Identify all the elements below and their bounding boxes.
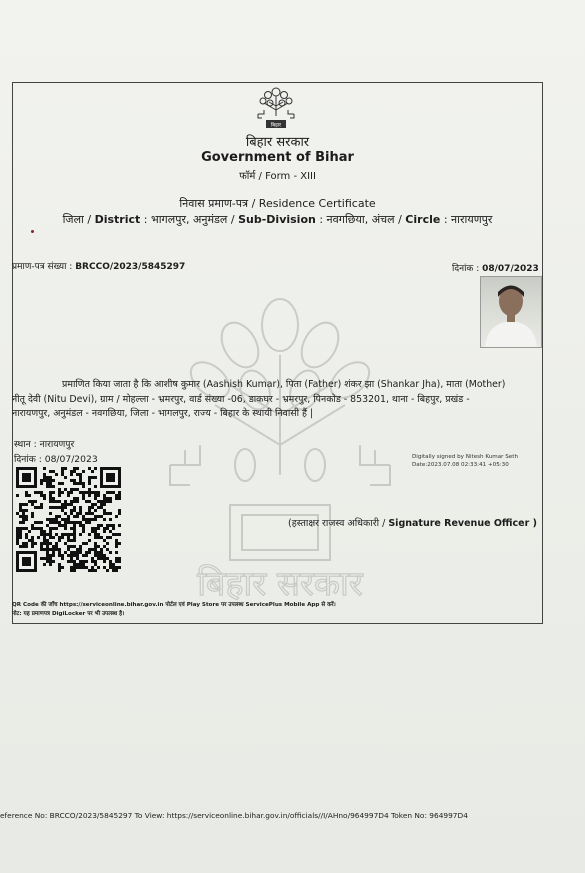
district-value: : भागलपुर, अनुमंडल / bbox=[140, 213, 239, 226]
issue-date bbox=[452, 261, 539, 274]
issue-date-label: दिनांक : bbox=[452, 264, 483, 274]
district-label: District bbox=[94, 213, 141, 226]
applicant-photo bbox=[480, 276, 542, 348]
place-date: दिनांक : 08/07/2023 bbox=[14, 454, 98, 465]
circle-value: : नारायणपुर bbox=[440, 213, 493, 226]
district-line bbox=[12, 212, 543, 227]
digilocker-note: नोट: यह प्रमाणपत्र DigiLocker पर भी उपलब्ध है। bbox=[12, 611, 125, 617]
certificate-number-label: प्रमाण-पत्र संख्या : bbox=[12, 262, 76, 272]
body-line-1: प्रमाणित किया जाता है कि आशीष कुमार (Aashish Kumar), पिता (Father) शंकर झा (Shankar Jha), माता (Mother) bbox=[62, 379, 506, 390]
svg-text:बिहार सरकार: बिहार सरकार bbox=[197, 564, 363, 604]
certificate-number bbox=[12, 259, 185, 272]
reference-footer: eference No: BRCCO/2023/5845297 To View: https://serviceonline.bihar.gov.in/officials//I/AHno/964997D4 Token No: 964997D4 bbox=[0, 811, 468, 820]
form-number: फॉर्म / Form - XIII bbox=[239, 171, 316, 182]
digital-signature-name: Digitally signed by Nitesh Kumar Seth bbox=[412, 454, 518, 460]
subdivision-value: : नवगछिया, अंचल / bbox=[315, 213, 406, 226]
district-prefix: जिला / bbox=[62, 213, 95, 226]
digital-signature-date: Date:2023.07.08 02:33:41 +05:30 bbox=[412, 462, 509, 468]
govt-title-english: Government of Bihar bbox=[201, 150, 354, 165]
place: स्थान : नारायणपुर bbox=[14, 439, 75, 450]
ink-mark bbox=[31, 230, 34, 233]
signature-hindi: (हस्ताक्षर राजस्व अधिकारी / bbox=[288, 518, 389, 529]
body-line-3: नारायणपुर, अनुमंडल - नवगछिया, जिला - भागलपुर, राज्य - बिहार के स्थायी निवासी हैं | bbox=[12, 408, 314, 419]
certificate-body bbox=[12, 378, 542, 422]
subdivision-label: Sub-Division bbox=[238, 213, 316, 226]
circle-label: Circle bbox=[405, 213, 441, 226]
bihar-watermark-emblem bbox=[160, 285, 400, 605]
issue-date-value: 08/07/2023 bbox=[482, 264, 539, 274]
qr-verify-note: QR Code की जाँच https://serviceonline.bihar.gov.in पोर्टल एवं Play Store पर उपलब्ध ServicePlus Mobile App से करें। bbox=[12, 602, 336, 608]
signature-english: Signature Revenue Officer ) bbox=[388, 518, 537, 529]
certificate-type: निवास प्रमाण-पत्र / Residence Certificate bbox=[179, 197, 376, 210]
govt-title-hindi: बिहार सरकार bbox=[245, 135, 310, 150]
certificate-number-value: BRCCO/2023/5845297 bbox=[75, 262, 186, 272]
person-silhouette-icon bbox=[481, 277, 541, 347]
svg-text:बिहार: बिहार bbox=[270, 122, 282, 129]
signature-line bbox=[288, 516, 537, 529]
bihar-emblem-logo bbox=[255, 84, 297, 130]
body-line-2: नीतू देवी (Nitu Devi), ग्राम / मोहल्ला - भ्रमरपुर, वार्ड संख्या -06, डाकघर - भ्रमरपुर, पिनकोड - 853201, थाना - बिहपुर, प्रखंड - bbox=[12, 393, 470, 405]
qr-code[interactable] bbox=[16, 467, 121, 572]
